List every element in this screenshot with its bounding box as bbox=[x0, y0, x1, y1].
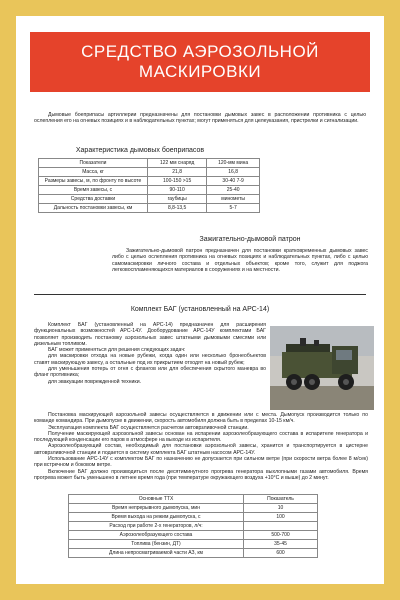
table-cell: 600 bbox=[244, 549, 318, 558]
table-row bbox=[69, 522, 318, 531]
table-row bbox=[39, 186, 260, 195]
intro-paragraph: Дымовые боеприпасы артиллерии предназначены для постановки дымовых завес в расположении противника с целью ослепления его на огневых позициях и в наблюдательных пунктах; могут применяться для целеуказания, пристрелки и сигнализации. bbox=[34, 112, 366, 125]
table-cell: 16,8 bbox=[207, 168, 260, 177]
paragraph: Постановка маскирующей аэрозольной завесы осуществляется в движении или с места. Дымопуск производится только по команде командира. При дымопуске в движении, скорость автомобиля должна быть в пределах 10-15 км/ч. bbox=[34, 412, 368, 425]
title-banner bbox=[30, 32, 370, 92]
table-cell: Время завесы, с bbox=[39, 186, 148, 195]
table-cell: 90-110 bbox=[148, 186, 207, 195]
table-row bbox=[39, 177, 260, 186]
table-cell: 5-7 bbox=[207, 204, 260, 213]
table-row bbox=[39, 204, 260, 213]
table-row bbox=[69, 513, 318, 522]
table-cell: Масса, кг bbox=[39, 168, 148, 177]
paragraph: БАГ может применяться для решения следующих задач: bbox=[48, 347, 186, 354]
table-row bbox=[39, 195, 260, 204]
table-cell: 21,8 bbox=[148, 168, 207, 177]
truck-photo bbox=[270, 326, 374, 410]
bag-specs-table bbox=[68, 494, 318, 558]
smoke-ammo-table bbox=[38, 158, 260, 213]
section-divider bbox=[34, 294, 366, 295]
table2-header-cell: Основные ТТХ bbox=[69, 495, 244, 504]
table-cell: Топлива (бензин, ДТ) bbox=[69, 540, 244, 549]
paragraph: Аэрозолеобразующий состав, необходимый для постановки аэрозольной завесы, хранится и транспортируется в цистерне автоврзливочной станции и подается в систему комплекта БАГ штатным насосом АРС-14У. bbox=[34, 443, 368, 456]
table1-header-cell: Показатели bbox=[39, 159, 148, 168]
title-line-1: СРЕДСТВО АЭРОЗОЛЬНОЙ bbox=[81, 42, 319, 61]
table-cell: Расход при работе 2-х генераторов, л/ч: bbox=[69, 522, 244, 531]
section2-paragraph: Зажигательно-дымовой патрон предназначен для постановки кратковременных дымовых завес либо с целью ослепления противника на огневых позициях и наблюдательных пунктах, либо с целью самомаскировки личного состава и отдельных объектов; кроме того, служит для поджога легковоспламеняющихся материалов в сооружениях и на местности. bbox=[112, 248, 368, 273]
table-cell: Время выхода на режим дымопуска, с bbox=[69, 513, 244, 522]
table-cell: 25-40 bbox=[207, 186, 260, 195]
section3-heading: Комплект БАГ (установленный на АРС-14) bbox=[130, 306, 270, 313]
paragraph: для эвакуации поврежденной техники. bbox=[48, 378, 142, 385]
table-row bbox=[69, 549, 318, 558]
table2-header-row bbox=[69, 495, 318, 504]
table-cell: Аэрозолеобразующего состава bbox=[69, 531, 244, 540]
table-cell: 100-150 >15 bbox=[148, 177, 207, 186]
table-row bbox=[69, 504, 318, 513]
table-cell: гаубицы bbox=[148, 195, 207, 204]
table-cell: 100 bbox=[244, 513, 318, 522]
paragraph: для уменьшения потерь от огня с флангов или для обеспечения скрытого маневра во фланг противника; bbox=[34, 366, 266, 379]
table-cell bbox=[244, 522, 318, 531]
table-row bbox=[69, 540, 318, 549]
table1-header-cell: 120-мм мина bbox=[207, 159, 260, 168]
paragraph: Эксплуатация комплекта БАГ осуществляется расчетом автоврзливочной станции. bbox=[48, 424, 249, 431]
paragraph: Комплект БАГ (установленный на АРС-14) предназначен для расширения функциональных возможностей АРС-14У. Дооборудование АРС-14У комплектами БАГ позволяет производить постановку аэрозольных завес штатными дымовыми смесями или дизельным топливом. bbox=[34, 322, 266, 347]
table-row bbox=[39, 168, 260, 177]
table2-header-cell: Показатель bbox=[244, 495, 318, 504]
table1-header-row bbox=[39, 159, 260, 168]
table-cell: 8,8-13,5 bbox=[148, 204, 207, 213]
paragraph: Включение БАГ должно производиться после десятиминутного прогрева генератора выхлопными газами автомобиля. Время прогрева может быть уменьшено в летнее время года (при температуре окружающего воздуха +10°С и выше) до 2 минут. bbox=[34, 468, 368, 481]
table1-heading: Характеристика дымовых боеприпасов bbox=[75, 147, 205, 154]
table-cell: 35-45 bbox=[244, 540, 318, 549]
bag-operation bbox=[34, 412, 368, 481]
table-row bbox=[69, 531, 318, 540]
table-cell: Длина непросматриваемой части АЗ, км bbox=[69, 549, 244, 558]
bag-description bbox=[34, 322, 266, 385]
title-line-2: МАСКИРОВКИ bbox=[138, 62, 262, 81]
table-cell: 10 bbox=[244, 504, 318, 513]
table-cell: Средства доставки bbox=[39, 195, 148, 204]
table-cell: Время непрерывного дымопуска, мин bbox=[69, 504, 244, 513]
paragraph: Использование АРС-14У с комплектом БАГ по назначению не допускается при сильном ветре (при скорости ветра более 8 м/сек) при встречном и боковом ветре. bbox=[34, 456, 368, 469]
table-cell: 30-40 7-9 bbox=[207, 177, 260, 186]
table-cell: минометы bbox=[207, 195, 260, 204]
table1-header-cell: 122 мм снаряд bbox=[148, 159, 207, 168]
table-cell: Дальность постановки завесы, км bbox=[39, 204, 148, 213]
section2-heading: Зажигательно-дымовой патрон bbox=[199, 236, 301, 243]
paragraph: для маскировки отхода на новые рубежи, когда один или несколько бронеобъектов ставят маскирующую завесу, а остальные под их прикрытием отходят на новый рубеж; bbox=[34, 353, 266, 366]
table-cell: 500-700 bbox=[244, 531, 318, 540]
table-cell: Размеры завесы, м, по фронту по высоте bbox=[39, 177, 148, 186]
paragraph: Получение маскирующей аэрозольной завесы основан на испарении аэрозолеобразующего состава в испарителе генератора и последующей конденсации его паров в атмосфере на выходе из испарителя. bbox=[34, 430, 368, 444]
